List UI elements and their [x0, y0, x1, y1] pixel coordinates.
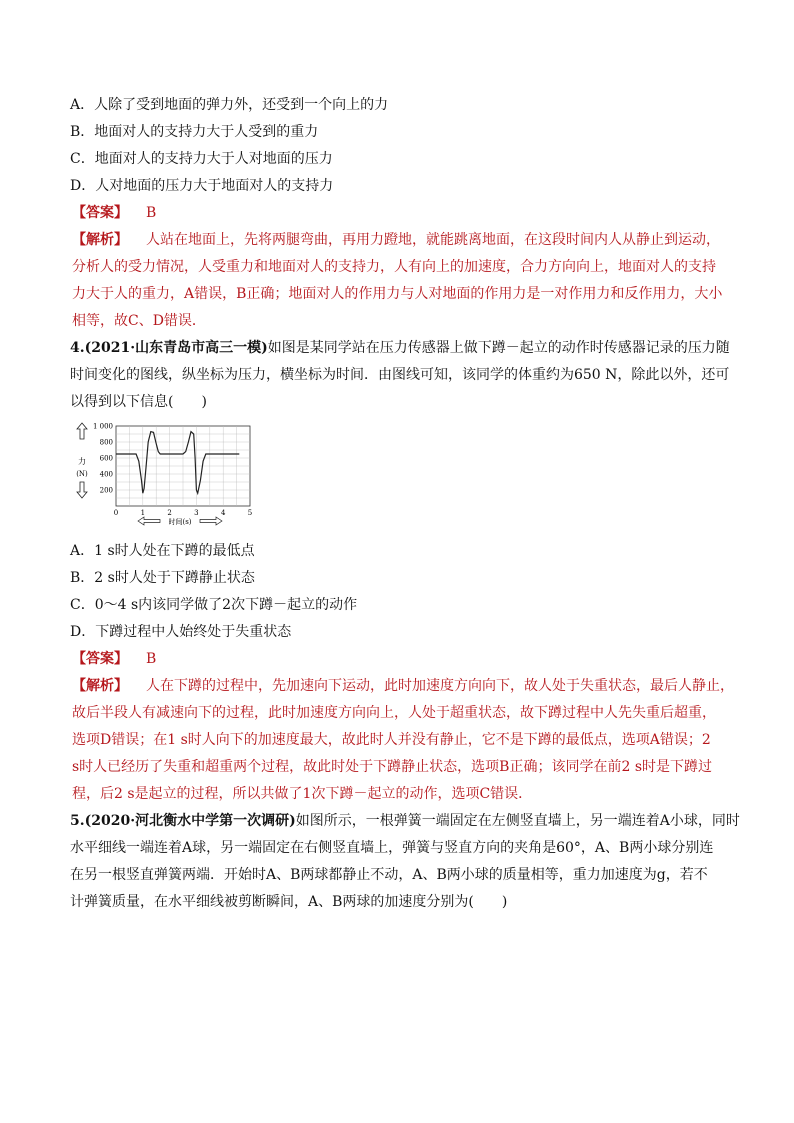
answer-value: B — [146, 651, 157, 667]
q4-analysis-line-5: 程，后2 s是起立的过程，所以共做了1次下蹲－起立的动作，选项C错误． — [72, 786, 533, 802]
q3-option-c: C．地面对人的支持力大于人对地面的压力 — [70, 151, 333, 167]
q4-analysis-line-1 — [72, 676, 734, 696]
q5-stem-line-4: 计弹簧质量，在水平细线被剪断瞬间，A、B两球的加速度分别为( ) — [70, 894, 508, 910]
q3-analysis-line-3: 力大于人的重力，A错误，B正确；地面对人的作用力与人对地面的作用力是一对作用力和反作用力，大小 — [72, 286, 723, 302]
force-time-chart — [72, 420, 262, 528]
y-tick-label: 600 — [99, 454, 113, 463]
analysis-text: 人在下蹲的过程中，先加速向下运动，此时加速度方向向下，故人处于失重状态，最后人静止， — [146, 678, 734, 694]
q4-option-d: D．下蹲过程中人始终处于失重状态 — [70, 624, 292, 640]
x-tick-label: 2 — [167, 509, 172, 517]
x-tick-label: 1 — [140, 509, 146, 517]
answer-value: B — [146, 205, 157, 221]
q4-analysis-line-3: 选项D错误；在1 s时人向下的加速度最大，故此时人并没有静止，它不是下蹲的最低点，选项A错误；2 — [72, 732, 711, 748]
q4-stem-line-2: 时间变化的图线，纵坐标为压力，横坐标为时间．由图线可知，该同学的体重约为650 N，除此以外，还可 — [70, 367, 730, 383]
q3-option-b: B．地面对人的支持力大于人受到的重力 — [70, 124, 319, 140]
q4-analysis-line-4: s时人已经历了失重和超重两个过程，故此时处于下蹲静止状态，选项B正确；该同学在前2 s时是下蹲过 — [72, 759, 713, 775]
y-axis-label-unit: (N) — [76, 470, 88, 478]
q4-stem-text: 如图是某同学站在压力传感器上做下蹲－起立的动作时传感器记录的压力随 — [267, 340, 730, 356]
q3-analysis-line-1 — [72, 230, 720, 250]
analysis-tag: 【解析】 — [72, 678, 128, 694]
y-axis-label-force: 力 — [78, 457, 86, 466]
answer-tag: 【答案】 — [72, 651, 128, 667]
x-axis-label-group — [138, 517, 222, 526]
q4-option-a: A．1 s时人处在下蹲的最低点 — [70, 543, 255, 559]
x-tick-label: 3 — [194, 509, 199, 517]
x-tick-label: 5 — [247, 509, 253, 517]
y-tick-label: 800 — [99, 438, 113, 447]
q3-answer — [72, 203, 156, 223]
q4-stem-line-1 — [70, 338, 730, 358]
q4-analysis-line-2: 故后半段人有减速向下的过程，此时加速度方向向上，人处于超重状态，故下蹲过程中人先失重后超重， — [72, 705, 716, 721]
q3-option-a: A．人除了受到地面的弹力外，还受到一个向上的力 — [70, 97, 389, 113]
right-arrow-icon — [200, 517, 222, 525]
chart-grid — [116, 426, 250, 506]
q4-stem-line-3: 以得到以下信息( ) — [70, 394, 207, 410]
q5-stem-line-1 — [70, 811, 740, 831]
analysis-text: 人站在地面上，先将两腿弯曲，再用力蹬地，就能跳离地面，在这段时间内人从静止到运动， — [146, 232, 720, 248]
q5-number: 5. — [70, 813, 85, 829]
x-tick-label: 4 — [220, 509, 226, 517]
y-axis-label-group — [76, 423, 88, 498]
q4-number: 4. — [70, 340, 85, 356]
answer-tag: 【答案】 — [72, 205, 128, 221]
left-arrow-icon — [138, 517, 160, 525]
force-series-line — [116, 432, 239, 494]
x-axis-label: 时间(s) — [168, 518, 192, 526]
q3-option-d: D．人对地面的压力大于地面对人的支持力 — [70, 178, 334, 194]
x-tick-label: 0 — [113, 509, 119, 517]
q5-source: (2020·河北衡水中学第一次调研) — [84, 813, 296, 829]
q4-option-c: C．0～4 s内该同学做了2次下蹲－起立的动作 — [70, 597, 358, 613]
y-tick-label: 200 — [99, 486, 113, 495]
q3-analysis-line-2: 分析人的受力情况，人受重力和地面对人的支持力，人有向上的加速度，合力方向向上，地面对人的支持 — [72, 259, 716, 275]
analysis-tag: 【解析】 — [72, 232, 128, 248]
down-arrow-icon — [77, 482, 87, 498]
q4-answer — [72, 649, 156, 669]
q5-stem-line-3: 在另一根竖直弹簧两端．开始时A、B两球都静止不动，A、B两小球的质量相等，重力加速度为g，若不 — [70, 867, 708, 883]
y-tick-label: 400 — [99, 470, 113, 479]
chart-ticks — [93, 423, 252, 518]
up-arrow-icon — [77, 423, 87, 439]
y-tick-label: 1 000 — [92, 422, 113, 431]
q5-stem-line-2: 水平细线一端连着A球，另一端固定在右侧竖直墙上，弹簧与竖直方向的夹角是60°，A、B两小球分别连 — [70, 840, 714, 856]
q5-stem-text: 如图所示，一根弹簧一端固定在左侧竖直墙上，另一端连着A小球，同时 — [295, 813, 740, 829]
q4-option-b: B．2 s时人处于下蹲静止状态 — [70, 570, 255, 586]
q3-analysis-line-4: 相等，故C、D错误． — [72, 313, 206, 329]
q4-source: (2021·山东青岛市高三一模) — [84, 340, 268, 356]
